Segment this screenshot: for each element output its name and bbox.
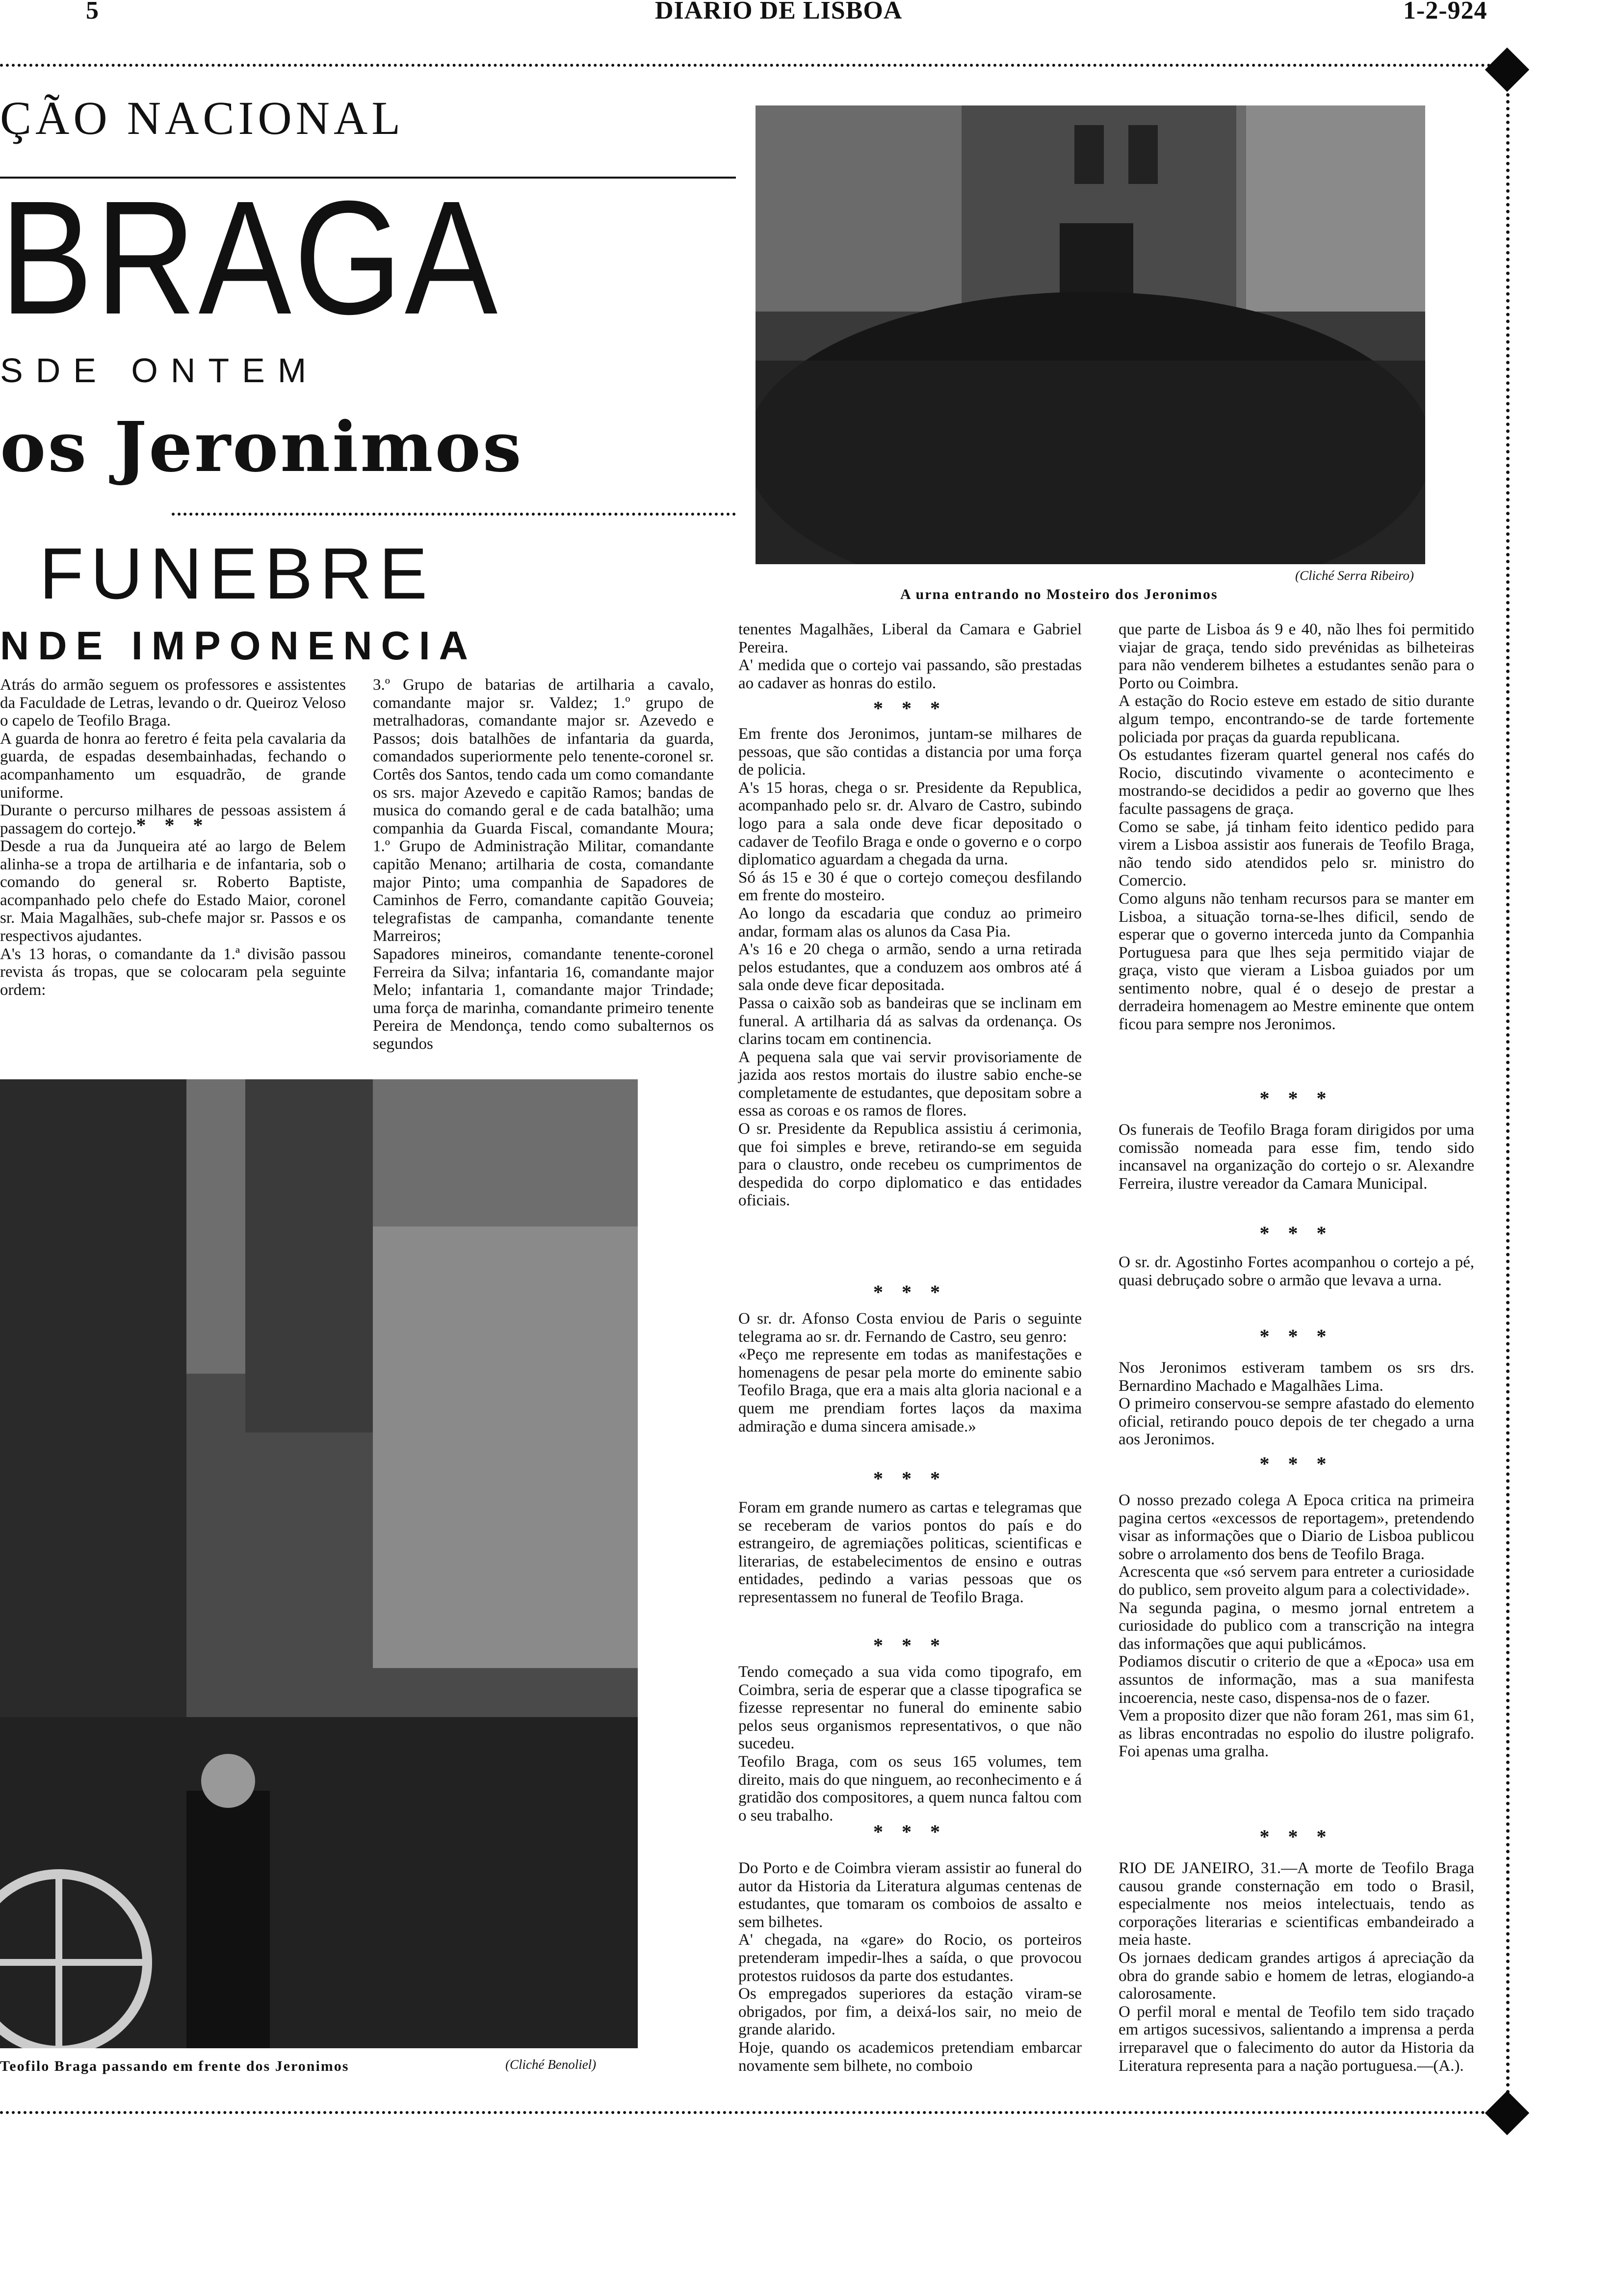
photo-urn-entering: [756, 105, 1425, 564]
issue-date: 1-2-924: [1403, 0, 1487, 25]
col4-text-1: que parte de Lisboa ás 9 e 40, não lhes foi permitido viajar de graça, tendo sido prevénidas as bilheteiras para não venderem bilhetes a estudantes senão para o Porto ou Coimbra. A estação do Rocio esteve em estado de sitio durante algum tempo, encontrando-se de tarde fortemente policiada por praças da guarda republicana. Os estudantes fizeram quartel general nos cafés do Rocio, discutindo vivamente o acontecimento e mostrando-se decididos a pedir ao governo que lhes faculte passagens de graça. Como se sabe, já tinham feito identico pedido para virem a Lisboa assistir aos funerais de Teofilo Braga, não tendo sido atendidos pelo sr. ministro do Comercio. Como alguns não tenham recursos para se manter em Lisboa, a situação torna-se-lhes dificil, sendo de esperar que o governo interceda junto da Companhia Portuguesa para que lhes seja permitido viajar de graça, visto que vieram a Lisboa guiados por um sentimento nobre, qual é o desejo de prestar a derradeira homenagem ao Mestre eminente que ontem ficou para sempre nos Jeronimos.: [1119, 621, 1474, 1034]
col3-stars-4: * * *: [873, 1634, 947, 1656]
headline-kicker: ÇÃO NACIONAL: [0, 92, 404, 144]
newspaper-name: DIARIO DE LISBOA: [655, 0, 903, 25]
photo-urn-entering-image: [756, 105, 1425, 564]
col4-stars-1: * * *: [1259, 1087, 1333, 1109]
bottom-rule: [0, 2111, 1491, 2114]
photo-procession-credit: (Cliché Benoliel): [505, 2057, 597, 2072]
col2-text: 3.º Grupo de batarias de artilharia a cavalo, comandante major sr. Valdez; 1.º grupo de metralhadoras, comandante major sr. Azevedo e Passos; dois batalhões de infantaria da guarda, comandados superiormente pelo tenente-coronel sr. Cortês dos Santos, tendo cada um como comandante os srs. major Azevedo e capitão Ramos; bandas de musica do comando geral e de cada batalhão; uma companhia da Guarda Fiscal, comandante Moura; 1.º Grupo de Administração Militar, comandante capitão Menano; artilharia de costa, comandante major Pinto; uma companhia de Sapadores de Caminhos de Ferro, comandante capitão Gouveia; telegrafistas de campanha, comandante tenente Marreiros; Sapadores mineiros, comandante tenente-coronel Ferreira da Silva; infantaria 16, comandante major Melo; infantaria 1, comandante major Trindade; uma força de marinha, comandante primeiro tenente Pereira de Mendonça, tendo como subalternos os segundos: [373, 676, 714, 1053]
col1-text-1: Atrás do armão seguem os professores e assistentes da Faculdade de Letras, levando o dr. Queiroz Veloso o capelo de Teofilo Braga. A guarda de honra ao feretro é feita pela cavalaria da guarda, de espadas desembainhadas, fechando o acompanhamento um esquadrão, de grande uniforme. Durante o percurso milhares de pessoas assistem á passagem do cortejo.: [0, 676, 346, 837]
headline-dotted-rule: [172, 513, 736, 516]
col4-stars-4: * * *: [1259, 1453, 1333, 1475]
col3-text-2: Em frente dos Jeronimos, juntam-se milhares de pessoas, que são contidas a distancia por uma força de policia. A's 15 horas, chega o sr. Presidente da Republica, acompanhado pelo sr. dr. Alvaro de Castro, subindo logo para a sala onde deve ficar depositado o cadaver de Teofilo Braga e onde o governo e o corpo diplomatico aguardam a chegada da urna. Só ás 15 e 30 é que o cortejo começou desfilando em frente do mosteiro. Ao longo da escadaria que conduz ao primeiro andar, formam alas os alunos da Casa Pia. A's 16 e 20 chega o armão, sendo a urna retirada pelos estudantes, que a conduzem aos ombros até á sala onde deve ficar depositada. Passa o caixão sob as bandeiras que se inclinam em funeral. A artilharia dá as salvas da ordenança. Os clarins tocam em continencia. A pequena sala que vai servir provisoriamente de jazida aos restos mortais do ilustre sabio enche-se completamente de estudantes, que depositam sobre a essa as coroas e os ramos de flores. O sr. Presidente da Republica assistiu á cerimonia, que foi simples e breve, retirando-se em seguida para o claustro, onde recebeu os cumprimentos de despedida do corpo diplomatico e das entidades oficiais.: [738, 725, 1082, 1210]
ornament-diamond-top: [1485, 48, 1530, 92]
headline-sub-2: os Jeronimos: [0, 407, 523, 488]
photo-teofilo-braga-procession: [0, 1079, 638, 2048]
col4-text-4: Nos Jeronimos estiveram tambem os srs drs. Bernardino Machado e Magalhães Lima. O primeiro conservou-se sempre afastado do elemento oficial, retirando pouco depois de ter chegado a urna aos Jeronimos.: [1119, 1359, 1474, 1449]
col3-stars-3: * * *: [873, 1467, 947, 1489]
photo-procession-image: [0, 1079, 638, 2048]
col1-text-2: Desde a rua da Junqueira até ao largo de Belem alinha-se a tropa de artilharia e de infantaria, sob o comando do general sr. Roberto Baptiste, acompanhado pelo chefe do Estado Maior, coronel sr. Maia Magalhães, sub-chefe major sr. Passos e os respectivos ajudantes. A's 13 horas, o comandante da 1.ª divisão passou revista ás tropas, que se colocaram pela seguinte ordem:: [0, 837, 346, 999]
photo-urn-caption: A urna entrando no Mosteiro dos Jeronimos: [900, 586, 1218, 602]
col3-text-3: O sr. dr. Afonso Costa enviou de Paris o seguinte telegrama ao sr. dr. Fernando de Castro, seu genro: «Peço me represente em todas as manifestações e homenagens de pesar pela morte do eminente sabio Teofilo Braga, que era a mais alta gloria nacional e a quem me prendiam fortes laços da maxima admiração e duma sincera amisade.»: [738, 1310, 1082, 1435]
col3-text-6: Do Porto e de Coimbra vieram assistir ao funeral do autor da Historia da Literatura algumas centenas de estudantes, que tomaram os comboios de assalto e sem bilhetes. A' chegada, na «gare» do Rocio, os porteiros pretenderam impedir-lhes a saída, o que provocou protestos ruidosos da parte dos estudantes. Os empregados superiores da estação viram-se obrigados, por fim, a deixá-los sair, no meio de grande alarido. Hoje, quando os academicos pretendiam embarcar novamente sem bilhete, no comboio: [738, 1859, 1082, 2075]
headline-sub-1: SDE ONTEM: [0, 351, 319, 390]
col1-stars-1: * * *: [136, 814, 210, 836]
col4-stars-3: * * *: [1259, 1325, 1333, 1347]
col3-stars-5: * * *: [873, 1821, 947, 1843]
col4-text-2: Os funerais de Teofilo Braga foram dirigidos por uma comissão nomeada para esse fim, tendo sido incansavel na organização do cortejo o sr. Alexandre Ferreira, ilustre vereador da Camara Municipal.: [1119, 1121, 1474, 1193]
photo-procession-caption: Teofilo Braga passando em frente dos Jeronimos: [0, 2058, 349, 2074]
col4-stars-2: * * *: [1259, 1222, 1333, 1244]
ornament-diamond-bottom: [1485, 2091, 1530, 2136]
headline-main: BRAGA: [0, 167, 500, 348]
headline-sub-4: NDE IMPONENCIA: [0, 624, 477, 668]
col4-text-5: O nosso prezado colega A Epoca critica na primeira pagina certos «excessos de reportagem», pretendendo visar as informações que o Diario de Lisboa publicou sobre o arrolamento dos bens de Teofilo Braga. Acrescenta que «só servem para entreter a curiosidade do publico, sem proveito algum para a colectividade». Na segunda pagina, o mesmo jornal entretem a curiosidade do publico com a transcrição na integra das informações que aqui publicámos. Podiamos discutir o criterio de que a «Epoca» usa em assuntos de informação, mas a sua manifesta incoerencia, neste caso, dispensa-nos de o fazer. Vem a proposito dizer que não foram 261, mas sim 61, as libras encontradas no espolio do ilustre poligrafo. Foi apenas uma gralha.: [1119, 1491, 1474, 1761]
photo-urn-credit: (Cliché Serra Ribeiro): [1295, 568, 1414, 583]
right-border: [1506, 93, 1510, 2095]
headline-sub-3: FUNEBRE: [39, 533, 435, 614]
col3-text-5: Tendo começado a sua vida como tipografo, em Coimbra, seria de esperar que a classe tipografica se fizesse representar no funeral do eminente sabio pelos seus organismos representativos, o que não sucedeu. Teofilo Braga, com os seus 165 volumes, tem direito, mais do que ninguem, ao reconhecimento e á gratidão dos compositores, a quem nunca faltou com o seu trabalho.: [738, 1663, 1082, 1825]
col4-text-3: O sr. dr. Agostinho Fortes acompanhou o cortejo a pé, quasi debruçado sobre o armão que levava a urna.: [1119, 1253, 1474, 1289]
col3-stars-1: * * *: [873, 697, 947, 719]
col4-stars-5: * * *: [1259, 1826, 1333, 1848]
col4-text-6: RIO DE JANEIRO, 31.—A morte de Teofilo Braga causou grande consternação em todo o Brasil, especialmente nos meios intelectuais, tendo as corporações literarias e scientificas embandeirado a meia haste. Os jornaes dedicam grandes artigos á apreciação da obra do grande sabio e homem de letras, elogiando-a calorosamente. O perfil moral e mental de Teofilo tem sido traçado em artigos sucessivos, salientando a imprensa a perda irreparavel que o falecimento do autor da Historia da Literatura representa para a nação portuguesa.—(A.).: [1119, 1859, 1474, 2075]
col3-stars-2: * * *: [873, 1281, 947, 1303]
col3-text-4: Foram em grande numero as cartas e telegramas que se receberam de varios pontos do país e do estrangeiro, de agremiações politicas, scientificas e literarias, de estabelecimentos de ensino e outras entidades, pedindo a varias pessoas que os representassem no funeral de Teofilo Braga.: [738, 1499, 1082, 1606]
top-rule: [0, 64, 1491, 67]
col3-text-1: tenentes Magalhães, Liberal da Camara e Gabriel Pereira. A' medida que o cortejo vai passando, são prestadas ao cadaver as honras do estilo.: [738, 621, 1082, 692]
page-number: 5: [86, 0, 99, 25]
